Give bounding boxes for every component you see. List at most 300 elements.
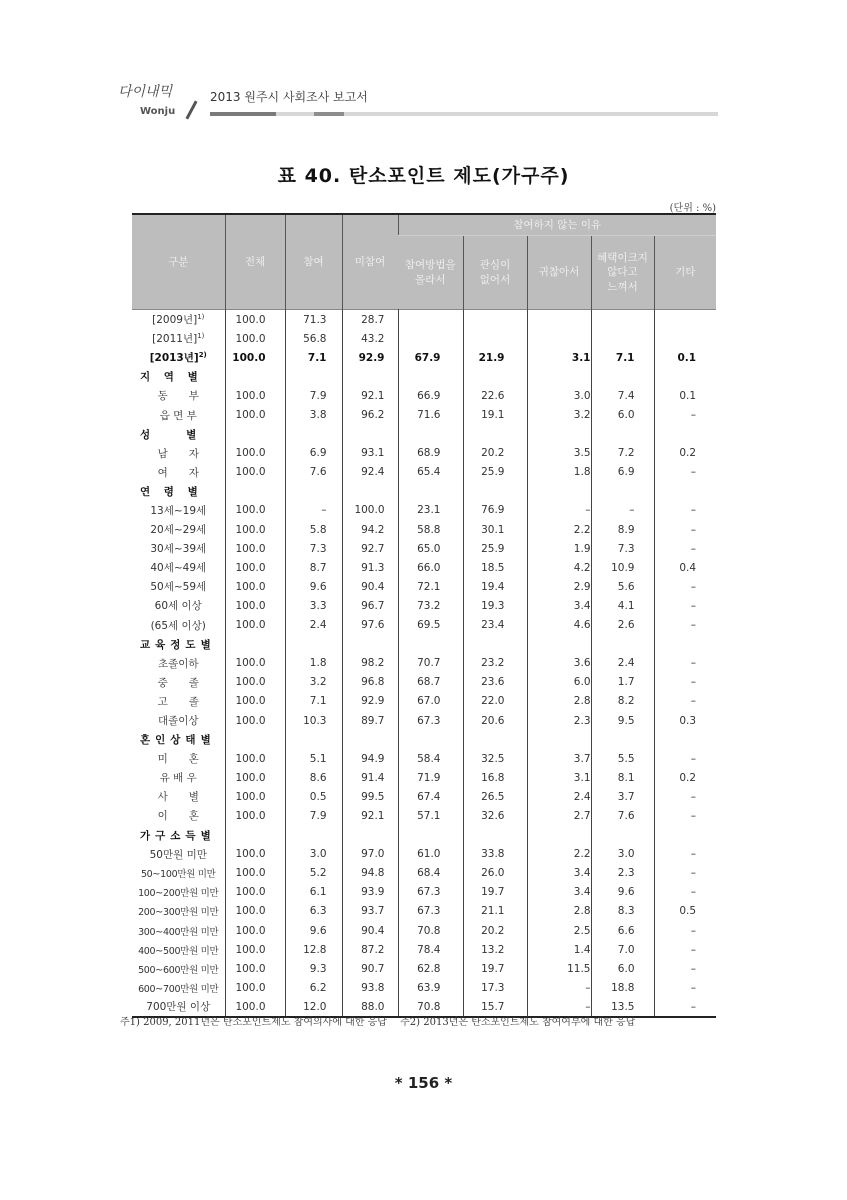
table-cell bbox=[527, 902, 591, 921]
cell-value: 2.3 bbox=[617, 867, 635, 880]
table-cell bbox=[342, 635, 398, 654]
cell-value: 20.2 bbox=[481, 924, 505, 937]
table-cell bbox=[398, 596, 463, 615]
cell-value: 61.0 bbox=[417, 848, 441, 861]
table-cell bbox=[285, 635, 342, 654]
table-cell bbox=[342, 940, 398, 959]
row-label bbox=[132, 921, 225, 940]
table-cell bbox=[398, 616, 463, 635]
row-label-text: 혼인상태별 bbox=[140, 734, 216, 747]
cell-value: 17.3 bbox=[481, 981, 505, 994]
cell-value: 19.3 bbox=[481, 599, 505, 612]
cell-value: 13.2 bbox=[481, 943, 505, 956]
cell-value: 88.0 bbox=[361, 1000, 385, 1013]
table-cell bbox=[591, 501, 654, 520]
table-cell bbox=[527, 806, 591, 825]
table-cell bbox=[591, 444, 654, 463]
cell-value: 2.6 bbox=[617, 619, 635, 632]
cell-value: 96.8 bbox=[361, 676, 385, 689]
row-label bbox=[132, 635, 225, 654]
table-cell bbox=[225, 749, 285, 768]
table-cell bbox=[527, 673, 591, 692]
cell-value: 58.4 bbox=[417, 752, 441, 765]
cell-value: – bbox=[690, 676, 697, 689]
cell-value: 76.9 bbox=[481, 504, 505, 517]
row-label-text: 남 자 bbox=[157, 447, 199, 460]
cell-value: 0.3 bbox=[679, 714, 697, 727]
cell-value: 7.3 bbox=[617, 542, 635, 555]
table-cell bbox=[591, 978, 654, 997]
cell-value: 73.2 bbox=[417, 599, 441, 612]
table-cell bbox=[527, 711, 591, 730]
row-label-text: 여 자 bbox=[157, 466, 199, 479]
table-cell bbox=[654, 711, 716, 730]
table-row bbox=[132, 405, 716, 424]
table-cell bbox=[527, 310, 591, 330]
table-cell bbox=[591, 940, 654, 959]
cell-value: 68.9 bbox=[417, 447, 441, 460]
row-label bbox=[132, 577, 225, 596]
row-label bbox=[132, 348, 225, 367]
cell-value: 93.7 bbox=[361, 905, 385, 918]
header-rule-accent bbox=[210, 112, 276, 116]
table-cell bbox=[463, 959, 527, 978]
cell-value: 7.9 bbox=[309, 809, 327, 822]
table-cell bbox=[285, 921, 342, 940]
cell-value: – bbox=[629, 504, 635, 517]
table-cell bbox=[527, 921, 591, 940]
table-row bbox=[132, 577, 716, 596]
cell-value: – bbox=[690, 542, 697, 555]
cell-value: – bbox=[690, 657, 697, 670]
table-cell bbox=[654, 635, 716, 654]
cell-value: – bbox=[690, 943, 697, 956]
table-cell bbox=[527, 826, 591, 845]
cell-value: – bbox=[690, 619, 697, 632]
cell-value: 100.0 bbox=[232, 351, 266, 364]
section-row bbox=[132, 425, 716, 444]
table-cell bbox=[398, 654, 463, 673]
row-label bbox=[132, 978, 225, 997]
table-row bbox=[132, 520, 716, 539]
table-row bbox=[132, 463, 716, 482]
table-cell bbox=[591, 730, 654, 749]
table-cell bbox=[654, 787, 716, 806]
cell-value: 22.6 bbox=[481, 389, 505, 402]
table-cell bbox=[591, 348, 654, 367]
table-row bbox=[132, 902, 716, 921]
cell-value: 3.7 bbox=[617, 790, 635, 803]
cell-value: 100.0 bbox=[235, 962, 266, 975]
cell-value: 70.8 bbox=[417, 924, 441, 937]
cell-value: 100.0 bbox=[235, 599, 266, 612]
cell-value: 4.1 bbox=[617, 599, 635, 612]
table-cell bbox=[398, 711, 463, 730]
table-row bbox=[132, 329, 716, 348]
table-cell bbox=[398, 501, 463, 520]
footnote-marker: 1) bbox=[197, 313, 205, 322]
table-cell bbox=[285, 978, 342, 997]
cell-value: 7.4 bbox=[617, 389, 635, 402]
table-cell bbox=[342, 520, 398, 539]
cell-value: 9.6 bbox=[309, 580, 327, 593]
table-cell bbox=[225, 768, 285, 787]
header-line: 없어서 bbox=[479, 273, 511, 286]
table-cell bbox=[225, 940, 285, 959]
table-cell bbox=[398, 845, 463, 864]
cell-value: 100.0 bbox=[235, 924, 266, 937]
table-cell bbox=[527, 883, 591, 902]
cell-value: 3.5 bbox=[573, 447, 591, 460]
cell-value: 3.3 bbox=[309, 599, 327, 612]
cell-value: 92.9 bbox=[361, 695, 385, 708]
table-cell bbox=[463, 787, 527, 806]
table-cell bbox=[342, 463, 398, 482]
table-cell bbox=[654, 806, 716, 825]
header-line: 관심이 bbox=[479, 259, 511, 272]
cell-value: 100.0 bbox=[235, 657, 266, 670]
table-cell bbox=[654, 463, 716, 482]
row-label bbox=[132, 558, 225, 577]
cell-value: 8.7 bbox=[309, 561, 327, 574]
cell-value: 1.4 bbox=[573, 943, 591, 956]
row-label-text: 대졸이상 bbox=[157, 715, 199, 728]
table-cell bbox=[398, 520, 463, 539]
cell-value: 0.5 bbox=[309, 790, 327, 803]
table-cell bbox=[527, 558, 591, 577]
cell-value: 18.5 bbox=[481, 561, 505, 574]
table-cell bbox=[285, 444, 342, 463]
row-label bbox=[132, 749, 225, 768]
table-cell bbox=[225, 539, 285, 558]
table-cell bbox=[342, 444, 398, 463]
header-reason-bothersome bbox=[527, 236, 591, 310]
table-cell bbox=[591, 463, 654, 482]
table-cell bbox=[398, 692, 463, 711]
row-label bbox=[132, 310, 225, 330]
table-cell bbox=[654, 405, 716, 424]
footnote-2: 주2) 2013년은 탄소포인트제도 참여여부에 대한 응답 bbox=[400, 1017, 636, 1028]
footnotes bbox=[120, 1016, 730, 1030]
cell-value: 67.4 bbox=[417, 790, 441, 803]
row-label bbox=[132, 806, 225, 825]
table-cell bbox=[342, 616, 398, 635]
cell-value: 4.6 bbox=[573, 619, 591, 632]
table-cell bbox=[654, 348, 716, 367]
table-cell bbox=[225, 501, 285, 520]
cell-value: 33.8 bbox=[481, 848, 505, 861]
table-cell bbox=[225, 806, 285, 825]
table-cell bbox=[285, 367, 342, 386]
cell-value: 89.7 bbox=[361, 714, 385, 727]
cell-value: 6.1 bbox=[309, 886, 327, 899]
row-label-text: 700만원 이상 bbox=[146, 1001, 211, 1014]
cell-value: 0.1 bbox=[677, 351, 697, 364]
table-cell bbox=[591, 654, 654, 673]
table-cell bbox=[463, 405, 527, 424]
table-cell bbox=[225, 616, 285, 635]
table-cell bbox=[527, 444, 591, 463]
cell-value: 100.0 bbox=[235, 981, 266, 994]
cell-value: 100.0 bbox=[235, 943, 266, 956]
cell-value: – bbox=[585, 981, 591, 994]
table-cell bbox=[398, 386, 463, 405]
table-cell bbox=[225, 482, 285, 501]
row-label-text: 13세~19세 bbox=[150, 504, 207, 517]
cell-value: 100.0 bbox=[235, 676, 266, 689]
cell-value: 70.7 bbox=[417, 657, 441, 670]
cell-value: 12.8 bbox=[303, 943, 327, 956]
table-cell bbox=[285, 959, 342, 978]
row-label-text: 중 졸 bbox=[157, 676, 199, 689]
cell-value: 98.2 bbox=[361, 657, 385, 670]
table-cell bbox=[591, 482, 654, 501]
row-label bbox=[132, 845, 225, 864]
cell-value: 91.3 bbox=[361, 561, 385, 574]
table-cell bbox=[342, 730, 398, 749]
cell-value: 0.5 bbox=[679, 905, 697, 918]
table-cell bbox=[654, 310, 716, 330]
table-cell bbox=[654, 826, 716, 845]
cell-value: 5.8 bbox=[309, 523, 327, 536]
cell-value: 68.7 bbox=[417, 676, 441, 689]
table-cell bbox=[398, 539, 463, 558]
table-row bbox=[132, 558, 716, 577]
table-cell bbox=[527, 635, 591, 654]
row-label bbox=[132, 616, 225, 635]
table-cell bbox=[591, 329, 654, 348]
cell-value: – bbox=[585, 504, 591, 517]
table-cell bbox=[285, 845, 342, 864]
table-cell bbox=[398, 425, 463, 444]
table-cell bbox=[342, 310, 398, 330]
table-cell bbox=[285, 883, 342, 902]
table-cell bbox=[398, 405, 463, 424]
cell-value: 100.0 bbox=[235, 619, 266, 632]
cell-value: 90.4 bbox=[361, 580, 385, 593]
table-row bbox=[132, 997, 716, 1017]
cell-value: 67.0 bbox=[417, 695, 441, 708]
footnote-marker: 2) bbox=[198, 351, 207, 360]
cell-value: 5.6 bbox=[617, 580, 635, 593]
table-cell bbox=[342, 596, 398, 615]
cell-value: 13.5 bbox=[611, 1000, 635, 1013]
table-cell bbox=[591, 902, 654, 921]
table-cell bbox=[285, 501, 342, 520]
table-cell bbox=[398, 978, 463, 997]
table-cell bbox=[527, 329, 591, 348]
cell-value: 100.0 bbox=[235, 447, 266, 460]
cell-value: 100.0 bbox=[235, 809, 266, 822]
table-cell bbox=[285, 730, 342, 749]
cell-value: 100.0 bbox=[235, 542, 266, 555]
table-row bbox=[132, 444, 716, 463]
table-cell bbox=[654, 845, 716, 864]
table-cell bbox=[527, 501, 591, 520]
table-cell bbox=[342, 826, 398, 845]
cell-value: 100.0 bbox=[235, 848, 266, 861]
cell-value: 23.1 bbox=[417, 504, 441, 517]
logo-slash-mark bbox=[185, 100, 197, 119]
table-cell bbox=[342, 997, 398, 1017]
cell-value: – bbox=[690, 409, 697, 422]
table-cell bbox=[527, 692, 591, 711]
cell-value: 100.0 bbox=[235, 714, 266, 727]
table-cell bbox=[463, 520, 527, 539]
table-cell bbox=[285, 329, 342, 348]
table-row bbox=[132, 348, 716, 367]
header-category: 구분 bbox=[132, 214, 225, 310]
row-label-text: 유 배 우 bbox=[159, 772, 197, 785]
cell-value: 2.8 bbox=[573, 905, 591, 918]
table-cell bbox=[654, 883, 716, 902]
row-label-text: 미 혼 bbox=[157, 753, 199, 766]
table-cell bbox=[527, 463, 591, 482]
cell-value: 58.8 bbox=[417, 523, 441, 536]
table-cell bbox=[225, 425, 285, 444]
table-cell bbox=[463, 577, 527, 596]
cell-value: 92.1 bbox=[361, 809, 385, 822]
cell-value: – bbox=[690, 848, 697, 861]
table-cell bbox=[591, 826, 654, 845]
table-cell bbox=[285, 348, 342, 367]
table-cell bbox=[591, 749, 654, 768]
cell-value: 1.7 bbox=[617, 676, 635, 689]
header-total: 전체 bbox=[225, 214, 285, 310]
row-label-text: 200~300만원 미만 bbox=[138, 907, 219, 919]
cell-value: – bbox=[585, 1000, 591, 1013]
cell-value: 93.1 bbox=[361, 447, 385, 460]
table-cell bbox=[654, 501, 716, 520]
table-cell bbox=[591, 997, 654, 1017]
table-cell bbox=[654, 768, 716, 787]
row-label-text: 50세~59세 bbox=[150, 581, 207, 594]
row-label-text: 사 별 bbox=[157, 791, 199, 804]
cell-value: – bbox=[690, 1000, 697, 1013]
table-row bbox=[132, 654, 716, 673]
table-cell bbox=[591, 405, 654, 424]
cell-value: 87.2 bbox=[361, 943, 385, 956]
cell-value: 96.2 bbox=[361, 409, 385, 422]
table-cell bbox=[398, 310, 463, 330]
cell-value: 8.6 bbox=[309, 771, 327, 784]
table-cell bbox=[398, 826, 463, 845]
table-row bbox=[132, 921, 716, 940]
cell-value: 1.8 bbox=[309, 657, 327, 670]
table-cell bbox=[285, 864, 342, 883]
row-label-text: 40세~49세 bbox=[150, 562, 207, 575]
cell-value: 25.9 bbox=[481, 466, 505, 479]
cell-value: 6.0 bbox=[617, 962, 635, 975]
cell-value: 19.1 bbox=[481, 409, 505, 422]
table-cell bbox=[591, 787, 654, 806]
table-row bbox=[132, 940, 716, 959]
cell-value: 3.2 bbox=[309, 676, 327, 689]
cell-value: 6.3 bbox=[309, 905, 327, 918]
cell-value: 9.6 bbox=[617, 886, 635, 899]
table-cell bbox=[225, 444, 285, 463]
table-cell bbox=[342, 673, 398, 692]
cell-value: 9.3 bbox=[309, 962, 327, 975]
cell-value: – bbox=[321, 504, 327, 517]
table-cell bbox=[398, 444, 463, 463]
cell-value: 32.6 bbox=[481, 809, 505, 822]
table-row bbox=[132, 539, 716, 558]
table-cell bbox=[285, 463, 342, 482]
table-cell bbox=[285, 310, 342, 330]
table-cell bbox=[527, 386, 591, 405]
cell-value: 28.7 bbox=[361, 313, 385, 326]
table-cell bbox=[463, 501, 527, 520]
table-cell bbox=[225, 730, 285, 749]
cell-value: 22.0 bbox=[481, 695, 505, 708]
table-cell bbox=[225, 673, 285, 692]
table-cell bbox=[591, 635, 654, 654]
table-cell bbox=[225, 845, 285, 864]
table-cell bbox=[591, 673, 654, 692]
table-row bbox=[132, 749, 716, 768]
section-row bbox=[132, 482, 716, 501]
table-row bbox=[132, 596, 716, 615]
table-cell bbox=[225, 978, 285, 997]
row-label bbox=[132, 826, 225, 845]
cell-value: 11.5 bbox=[567, 962, 591, 975]
table-cell bbox=[225, 997, 285, 1017]
table-cell bbox=[285, 654, 342, 673]
table-cell bbox=[463, 348, 527, 367]
table-cell bbox=[398, 883, 463, 902]
table-row bbox=[132, 673, 716, 692]
cell-value: 96.7 bbox=[361, 599, 385, 612]
cell-value: 9.5 bbox=[617, 714, 635, 727]
table-cell bbox=[463, 921, 527, 940]
cell-value: 6.0 bbox=[573, 676, 591, 689]
table-cell bbox=[398, 787, 463, 806]
header-line: 참여방법을 bbox=[404, 259, 456, 272]
cell-value: 3.1 bbox=[573, 771, 591, 784]
cell-value: 93.9 bbox=[361, 886, 385, 899]
cell-value: 3.1 bbox=[571, 351, 591, 364]
table-cell bbox=[654, 654, 716, 673]
table-cell bbox=[654, 444, 716, 463]
table-cell bbox=[463, 329, 527, 348]
table-cell bbox=[285, 405, 342, 424]
cell-value: 67.3 bbox=[417, 886, 441, 899]
cell-value: 2.2 bbox=[573, 523, 591, 536]
cell-value: 71.6 bbox=[417, 409, 441, 422]
table-cell bbox=[591, 768, 654, 787]
table-title: 표 40. 탄소포인트 제도(가구주) bbox=[277, 165, 570, 187]
cell-value: – bbox=[690, 886, 697, 899]
row-label bbox=[132, 367, 225, 386]
cell-value: 6.9 bbox=[309, 447, 327, 460]
table-cell bbox=[285, 826, 342, 845]
row-label-text: 500~600만원 미만 bbox=[138, 964, 219, 976]
table-row bbox=[132, 501, 716, 520]
cell-value: 65.4 bbox=[417, 466, 441, 479]
cell-value: 2.4 bbox=[309, 619, 327, 632]
row-label bbox=[132, 463, 225, 482]
cell-value: 5.1 bbox=[309, 752, 327, 765]
cell-value: 100.0 bbox=[235, 409, 266, 422]
table-cell bbox=[463, 768, 527, 787]
table-cell bbox=[591, 539, 654, 558]
table-cell bbox=[591, 520, 654, 539]
table-cell bbox=[285, 520, 342, 539]
row-label bbox=[132, 730, 225, 749]
cell-value: 0.4 bbox=[679, 561, 697, 574]
table-cell bbox=[225, 596, 285, 615]
